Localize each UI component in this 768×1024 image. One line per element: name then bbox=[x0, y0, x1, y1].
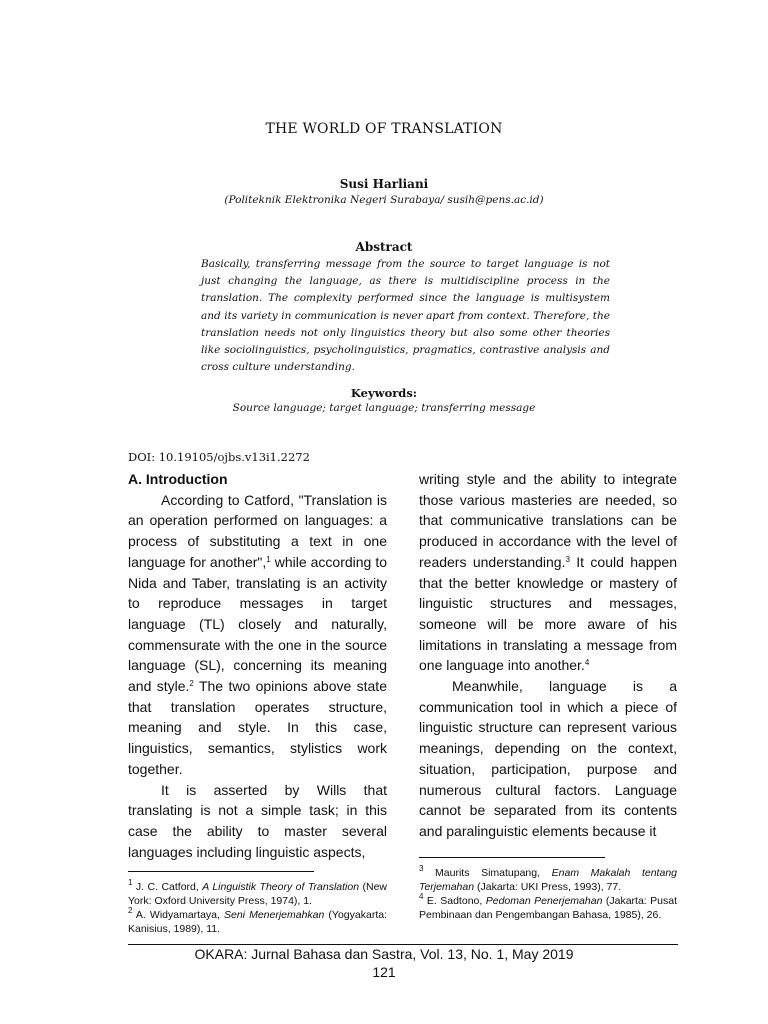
body-paragraph bbox=[419, 469, 677, 676]
paragraph-text: It could happen that the better knowledge or mastery of linguistic structures and messages, someone will be more aware of his limitations in translating a message from one language into another. bbox=[419, 553, 677, 674]
footnote-item bbox=[128, 908, 387, 936]
section-heading: A. Introduction bbox=[128, 471, 228, 487]
body-paragraph bbox=[128, 490, 387, 780]
abstract-text: Basically, transferring message from the source to target language is not just changing the language, as there is multidiscipline process in the translation. The complexity performed since the language is multisystem and its variety in communication is never apart from context. Therefore, the translation needs not only linguistics theory but also some other theories like sociolinguistics, psycholinguistics, pragmatics, contrastive analysis and cross culture understanding. bbox=[201, 258, 610, 374]
footnote-book-title: Seni Menerjemahkan bbox=[224, 909, 325, 921]
footnote-number: 1 bbox=[128, 878, 133, 887]
paragraph-text: while according to Nida and Taber, translating is an activity to reproduce messages in target language (TL) closely and naturally, commensurate with the one in the source language (SL), concerning its meaning and style. bbox=[128, 553, 387, 695]
footnote-book-title: A Linguistik Theory of Translation bbox=[202, 881, 360, 893]
footnote-book-title: Enam Makalah tentang Terjemahan bbox=[419, 867, 677, 893]
doi-line: DOI: 10.19105/ojbs.v13i1.2272 bbox=[128, 450, 310, 464]
body-column-left bbox=[128, 469, 387, 862]
body-column-right bbox=[419, 469, 677, 842]
footnote-text: (New York: Oxford University Press, 1974), 1. bbox=[128, 881, 387, 907]
footnote-number: 4 bbox=[419, 892, 424, 901]
footnote-text: J. C. Catford, bbox=[132, 881, 203, 893]
footnote-item bbox=[419, 866, 677, 894]
footnote-divider bbox=[419, 857, 605, 858]
keywords-heading: Keywords: bbox=[350, 386, 418, 400]
footer-divider bbox=[128, 944, 678, 945]
keywords-text: Source language; target language; transferring message bbox=[232, 402, 536, 414]
footnote-number: 2 bbox=[128, 906, 133, 915]
footnote-item bbox=[419, 894, 677, 922]
footnote-ref-4: 4 bbox=[584, 658, 590, 668]
footnote-divider bbox=[128, 871, 314, 872]
footnote-text: Maurits Simatupang, bbox=[423, 867, 552, 879]
footnote-number: 3 bbox=[419, 864, 424, 873]
paper-title: THE WORLD OF TRANSLATION bbox=[265, 121, 503, 137]
footnote-text: A. Widyamartaya, bbox=[132, 909, 224, 921]
author-name: Susi Harliani bbox=[339, 177, 429, 191]
footnote-ref-3: 3 bbox=[565, 554, 570, 564]
footnotes-left bbox=[128, 880, 387, 936]
author-affiliation: (Politeknik Elektronika Negeri Surabaya/ susih@pens.ac.id) bbox=[224, 194, 544, 206]
footnote-ref-1: 1 bbox=[266, 554, 271, 564]
footnote-text: E. Sadtono, bbox=[423, 895, 486, 907]
footnote-text: (Yogyakarta: Kanisius, 1989), 11. bbox=[128, 909, 387, 935]
footnote-text: (Jakarta: UKI Press, 1993), 77. bbox=[474, 881, 622, 893]
footnote-text: (Jakarta: Pusat Pembinaan dan Pengembangan Bahasa, 1985), 26. bbox=[419, 895, 677, 921]
paragraph-text: writing style and the ability to integrate those various masteries are needed, so that communicative translations can be produced in accordance with the level of readers understanding. bbox=[419, 471, 677, 570]
page-number: 121 bbox=[372, 964, 396, 980]
abstract-heading: Abstract bbox=[355, 240, 413, 254]
paragraph-text: The two opinions above state that translation operates structure, meaning and style. In this case, linguistics, semantics, stylistics work together. bbox=[128, 678, 387, 777]
body-paragraph: It is asserted by Wills that translating is not a simple task; in this case the ability to master several languages including linguistic aspects, bbox=[128, 781, 387, 860]
footnote-item bbox=[128, 880, 387, 908]
footnote-book-title: Pedoman Penerjemahan bbox=[485, 895, 603, 907]
body-paragraph: Meanwhile, language is a communication tool in which a piece of linguistic structure can represent various meanings, depending on the context, situation, participation, purpose and numerous cultural factors. Language cannot be separated from its contents and paralinguistic elements because it bbox=[419, 678, 677, 839]
footnote-ref-2: 2 bbox=[189, 679, 194, 689]
journal-citation: OKARA: Jurnal Bahasa dan Sastra, Vol. 13, No. 1, May 2019 bbox=[194, 946, 574, 962]
paragraph-text: According to Catford, "Translation is an operation performed on languages: a process of substituting a text in one language for another", bbox=[128, 491, 387, 570]
footnotes-right bbox=[419, 866, 677, 922]
